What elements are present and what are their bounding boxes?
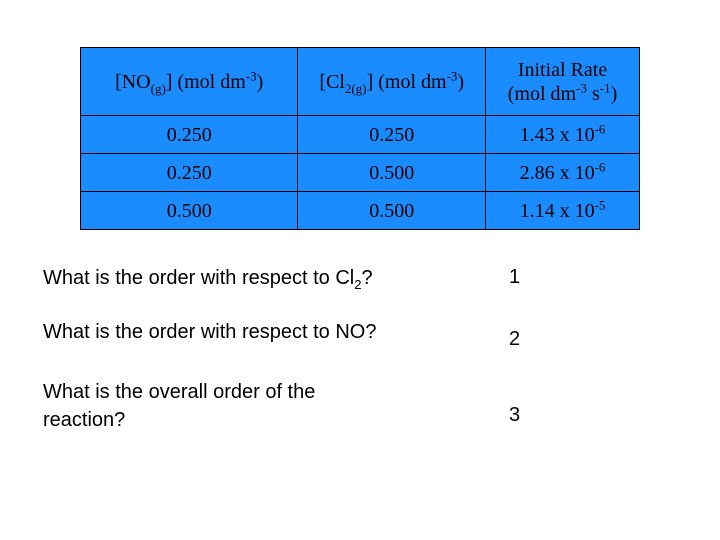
header-no-concentration: $[NO_{(g)}]$ (mol $dm^{-3}$) xyxy=(81,48,298,116)
answer-overall-order: 3 xyxy=(509,404,521,426)
rate-data-table xyxy=(80,47,640,230)
table-row xyxy=(81,192,640,230)
question-overall-order: What is the overall order of the reaction? xyxy=(43,381,316,431)
answer-no-order: 2 xyxy=(509,328,521,350)
cell-cl2: 0.250 xyxy=(298,116,486,154)
header-initial-rate: Initial Rate (mol $dm^{-3}$ $s^{-1}$) xyxy=(486,48,640,116)
table-row xyxy=(81,154,640,192)
answer-cl2-order: 1 xyxy=(509,266,521,288)
cell-cl2: 0.500 xyxy=(298,154,486,192)
table-row xyxy=(81,116,640,154)
cell-rate: 1.14 x $10^{-5}$ xyxy=(486,192,640,230)
cell-no: 0.250 xyxy=(81,116,298,154)
cell-cl2: 0.500 xyxy=(298,192,486,230)
header-cl2-concentration: $[Cl_{2(g)}]$ (mol $dm^{-3}$) xyxy=(298,48,486,116)
question-cl2-order: What is the order with respect to $Cl_2$? xyxy=(43,267,373,292)
cell-rate: 1.43 x $10^{-6}$ xyxy=(486,116,640,154)
cell-no: 0.250 xyxy=(81,154,298,192)
table-header-row xyxy=(81,48,640,116)
question-no-order: What is the order with respect to NO? xyxy=(43,321,377,343)
cell-rate: 2.86 x $10^{-6}$ xyxy=(486,154,640,192)
cell-no: 0.500 xyxy=(81,192,298,230)
